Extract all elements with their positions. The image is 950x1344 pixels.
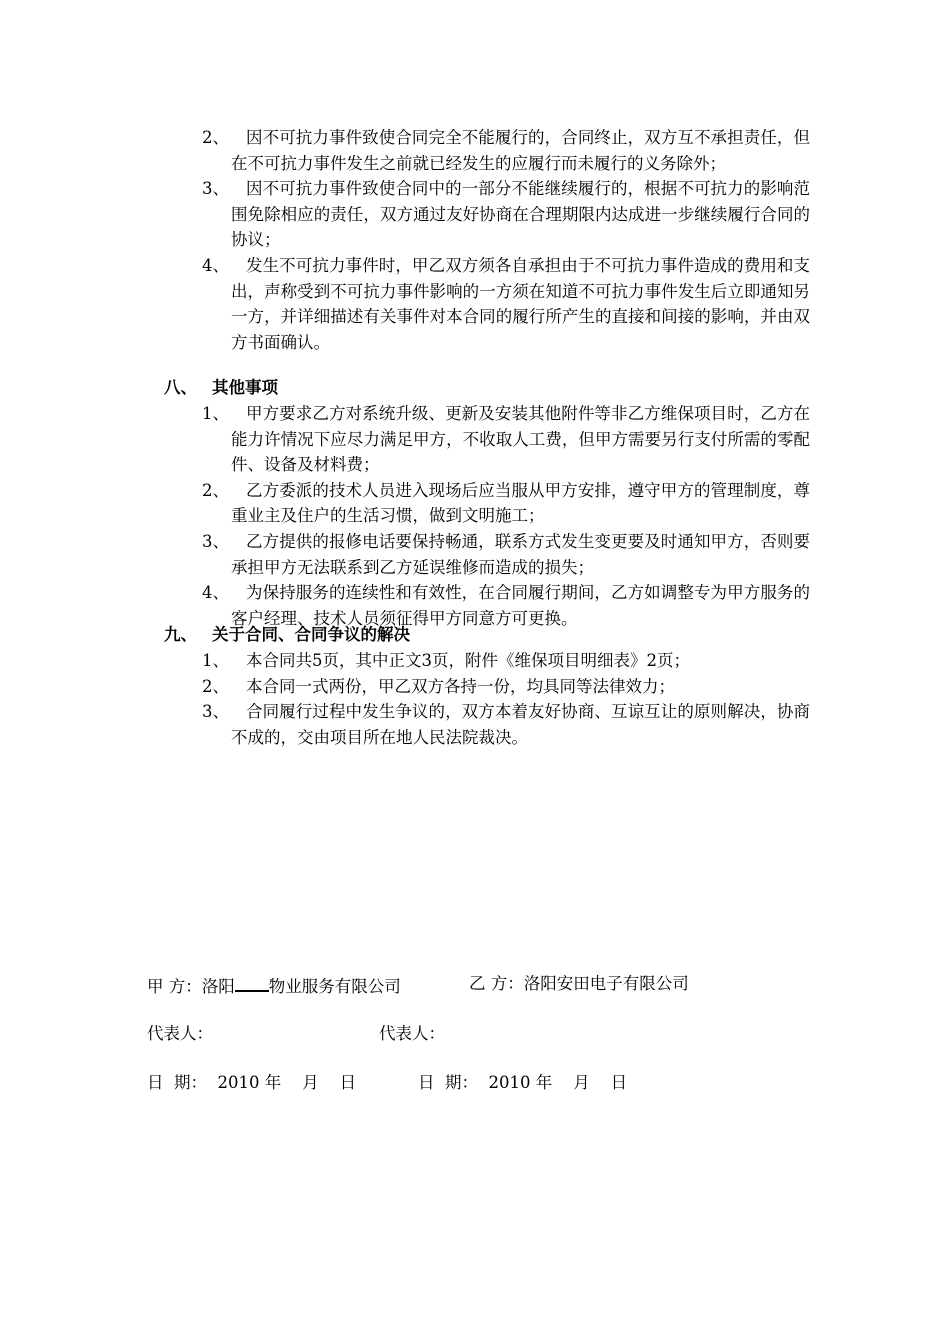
item-text: 本合同共5页，其中正文3页，附件《维保项目明细表》2页； [246, 651, 690, 670]
item-number: 3、 [202, 702, 229, 722]
item-number: 2、 [202, 480, 229, 500]
representative-b: 代表人： [379, 1024, 445, 1043]
party-a-label: 甲 方： [147, 977, 202, 996]
item-text: 合同履行过程中发生争议的，双方本着友好协商、互谅互让的原则解决，协商不成的，交由项目所在地人民法院裁决。 [231, 702, 810, 747]
item-number: 1、 [202, 404, 229, 423]
item-text: 乙方委派的技术人员进入现场后应当服从甲方安排，遵守甲方的管理制度，尊重业主及住户的生活习惯，做到文明施工； [231, 480, 810, 526]
party-a-line [147, 972, 401, 999]
item-number: 2、 [202, 676, 229, 696]
list-item [202, 253, 810, 355]
force-majeure-list [202, 125, 810, 355]
item-text: 发生不可抗力事件时，甲乙双方须各自承担由于不可抗力事件造成的费用和支出，声称受到不可抗力事件影响的一方须在知道不可抗力事件发生后立即通知另一方，并详细描述有关事件对本合同的履行所产生的直接和间接的影响，并由双方书面确认。 [231, 255, 810, 352]
party-b-name: 洛阳安田电子有限公司 [523, 974, 689, 993]
section-title: 其他事项 [212, 378, 278, 397]
item-number: 1、 [202, 651, 229, 670]
item-text: 因不可抗力事件致使合同完全不能履行的，合同终止，双方互不承担责任，但在不可抗力事件发生之前就已经发生的应履行而未履行的义务除外； [231, 128, 810, 173]
date-b: 日 期： 2010 年 月 日 [418, 1073, 628, 1092]
list-item [202, 529, 810, 580]
item-text: 因不可抗力事件致使合同中的一部分不能继续履行的，根据不可抗力的影响范围免除相应的责任，双方通过友好协商在合理期限内达成进一步继续履行合同的协议； [231, 179, 810, 250]
party-b-label: 乙 方： [469, 974, 524, 993]
item-number: 3、 [202, 179, 229, 199]
list-item [202, 401, 810, 478]
party-a-name-prefix: 洛阳 [201, 977, 235, 996]
party-a-blank [235, 972, 269, 992]
list-item [202, 176, 810, 253]
list-item [202, 125, 810, 176]
party-b-line [469, 972, 689, 996]
representative-a: 代表人： [147, 1024, 213, 1043]
section-title: 关于合同、合同争议的解决 [212, 625, 410, 644]
section-8-list [202, 401, 810, 631]
item-text: 本合同一式两份，甲乙双方各持一份，均具同等法律效力； [246, 676, 675, 696]
item-number: 2、 [202, 128, 229, 147]
list-item [202, 674, 810, 700]
list-item [202, 648, 810, 674]
section-9-list [202, 648, 810, 750]
section-number: 九、 [164, 625, 197, 644]
party-a-name-suffix: 物业服务有限公司 [268, 977, 401, 996]
list-item [202, 478, 810, 529]
item-number: 4、 [202, 255, 229, 275]
list-item [202, 699, 810, 750]
section-9-heading [164, 622, 410, 648]
item-text: 甲方要求乙方对系统升级、更新及安装其他附件等非乙方维保项目时，乙方在能力许情况下应尽力满足甲方，不收取人工费，但甲方需要另行支付所需的零配件、设备及材料费； [231, 404, 810, 475]
section-8-heading [164, 375, 278, 401]
item-text: 乙方提供的报修电话要保持畅通，联系方式发生变更要及时通知甲方，否则要承担甲方无法联系到乙方延误维修而造成的损失； [231, 531, 810, 577]
item-text: 为保持服务的连续性和有效性，在合同履行期间，乙方如调整专为甲方服务的客户经理、技术人员须征得甲方同意方可更换。 [231, 583, 810, 628]
item-number: 3、 [202, 531, 229, 551]
section-number: 八、 [164, 378, 197, 397]
date-a: 日 期： 2010 年 月 日 [147, 1073, 357, 1092]
item-number: 4、 [202, 583, 229, 603]
